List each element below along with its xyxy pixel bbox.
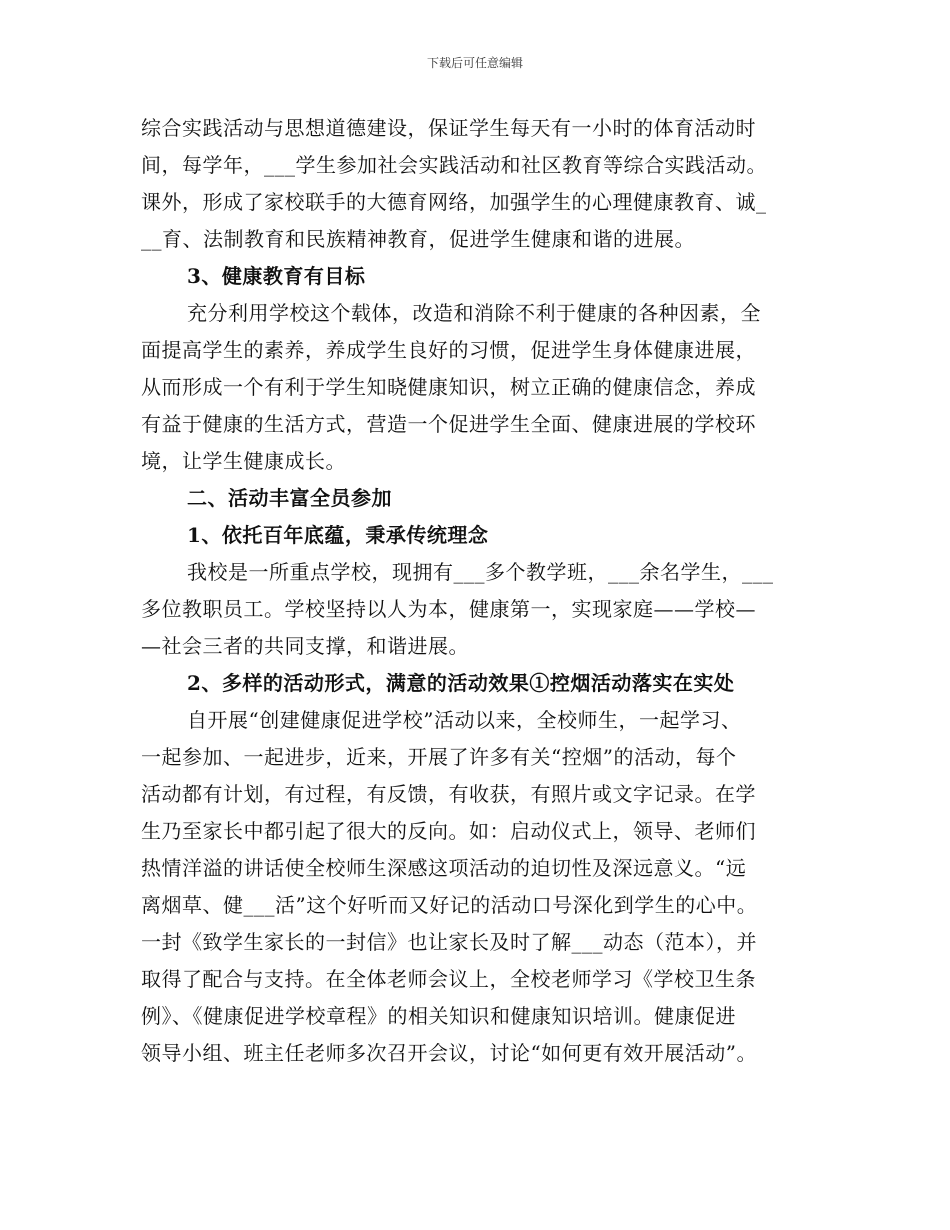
text-line: 有益于健康的生活方式，营造一个促进学生全面、健康进展的学校环 bbox=[141, 412, 756, 436]
text-line: 面提高学生的素养，养成学生良好的习惯，促进学生身体健康进展， bbox=[141, 338, 756, 362]
text-line: —社会三者的共同支撑，和谐进展。 bbox=[141, 634, 469, 658]
document-body bbox=[141, 110, 817, 1072]
text-line: 热情洋溢的讲话使全校师生深感这项活动的迫切性及深远意义。“远 bbox=[141, 856, 747, 880]
text-line: 间，每学年，___学生参加社会实践活动和社区教育等综合实践活动。 bbox=[141, 153, 767, 177]
text-line: 一封《致学生家长的一封信》也让家长及时了解___动态（范本），并 bbox=[141, 930, 757, 954]
text-line: 我校是一所重点学校，现拥有___多个教学班，___余名学生，___ bbox=[187, 560, 774, 584]
text-line: 充分利用学校这个载体，改造和消除不利于健康的各种因素，全 bbox=[187, 301, 761, 325]
text-line: 境，让学生健康成长。 bbox=[141, 449, 346, 473]
text-line: 活动都有计划，有过程，有反馈，有收获，有照片或文字记录。在学 bbox=[141, 782, 756, 806]
text-line: 课外，形成了家校联手的大德育网络，加强学生的心理健康教育、诚_ bbox=[141, 190, 767, 214]
text-line: 综合实践活动与思想道德建设，保证学生每天有一小时的体育活动时 bbox=[141, 116, 756, 140]
text-line: 自开展“创建健康促进学校”活动以来，全校师生，一起学习、 bbox=[187, 708, 742, 732]
text-line: 多位教职员工。学校坚持以人为本，健康第一，实现家庭——学校— bbox=[141, 597, 756, 621]
text-line: 从而形成一个有利于学生知晓健康知识，树立正确的健康信念，养成 bbox=[141, 375, 756, 399]
section-heading: 2、多样的活动形式，满意的活动效果①控烟活动落实在实处 bbox=[187, 671, 735, 695]
section-heading: 3、健康教育有目标 bbox=[187, 264, 366, 288]
text-line: 领导小组、班主任老师多次召开会议，讨论“如何更有效开展活动”。 bbox=[141, 1041, 757, 1065]
section-heading: 1、依托百年底蕴，秉承传统理念 bbox=[187, 523, 489, 547]
text-line: 生乃至家长中都引起了很大的反向。如：启动仪式上，领导、老师们 bbox=[141, 819, 756, 843]
text-line: 离烟草、健___活”这个好听而又好记的活动口号深化到学生的心中。 bbox=[141, 893, 758, 917]
text-line: 例》、《健康促进学校章程》的相关知识和健康知识培训。健康促进 bbox=[141, 1004, 736, 1028]
text-line: __育、法制教育和民族精神教育，促进学生健康和谐的进展。 bbox=[141, 227, 695, 251]
text-line: 取得了配合与支持。在全体老师会议上，全校老师学习《学校卫生条 bbox=[141, 967, 756, 991]
page-header: 下载后可任意编辑 bbox=[426, 56, 523, 70]
section-heading: 二、活动丰富全员参加 bbox=[187, 486, 392, 510]
text-line: 一起参加、一起进步，近来，开展了许多有关“控烟”的活动，每个 bbox=[141, 745, 737, 769]
